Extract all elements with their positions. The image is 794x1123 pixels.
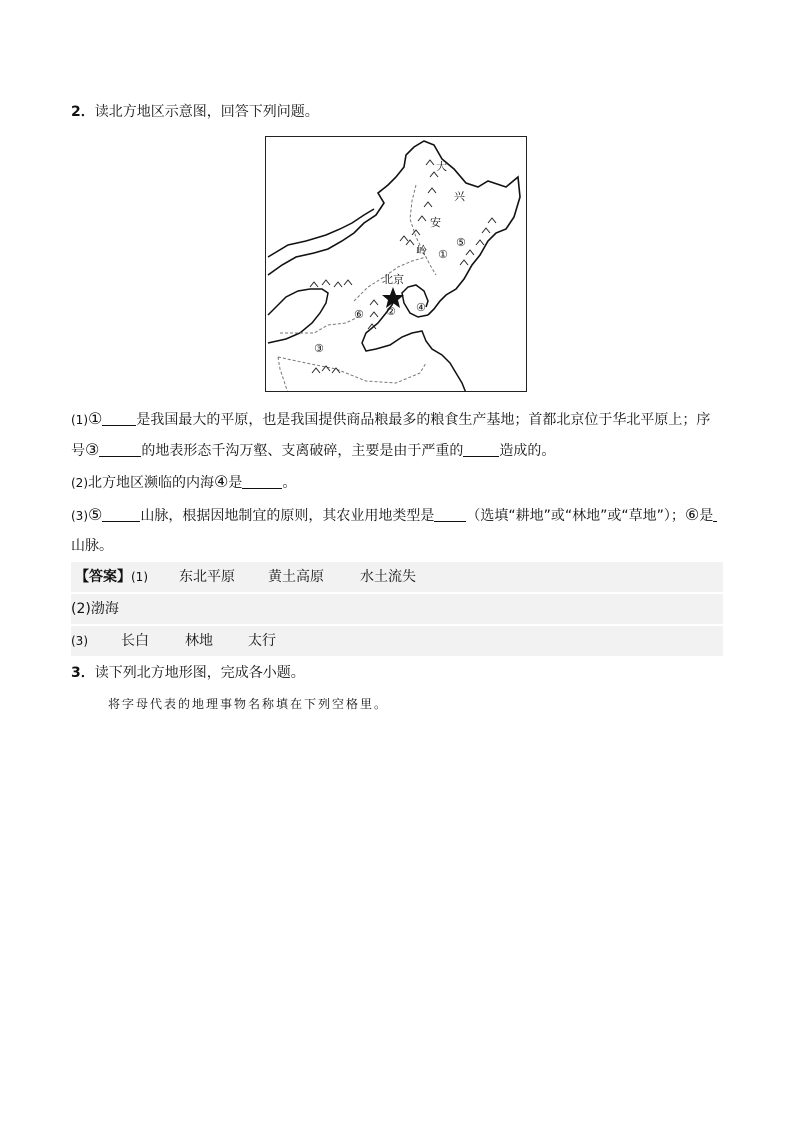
answer-blank[interactable] xyxy=(102,507,140,522)
circle-number: ⑥ xyxy=(684,505,700,524)
question-text: 。 xyxy=(282,475,297,491)
north-china-map xyxy=(265,136,527,392)
question-3-instruction: 将字母代表的地理事物名称填在下列空格里。 xyxy=(108,697,389,711)
map-label-3: ③ xyxy=(314,342,324,355)
answer-prefix: (3) xyxy=(71,634,88,648)
subquestion-prefix: (1) xyxy=(71,413,88,427)
answer-row-3 xyxy=(71,626,723,656)
map-label-4: ④ xyxy=(416,301,426,314)
question-text: 是 xyxy=(699,508,714,524)
question-text: （选填“耕地”或“林地”或“草地”）； xyxy=(466,508,685,524)
subquestion-prefix: (2) xyxy=(71,476,88,490)
answer-tag: 【答案】 xyxy=(75,569,131,585)
map-label-1: ① xyxy=(438,248,448,261)
answer-item: (2)渤海 xyxy=(71,601,119,617)
answer-item: 水土流失 xyxy=(360,569,416,585)
answer-item: 东北平原 xyxy=(179,569,235,585)
answer-item: 黄土高原 xyxy=(268,569,324,585)
subquestion-3-line2 xyxy=(71,536,113,556)
answer-blank[interactable] xyxy=(434,507,466,522)
coastline-northeast xyxy=(268,141,520,315)
question-text: 山脉。 xyxy=(71,538,113,554)
answer-prefix: (1) xyxy=(131,570,148,584)
question-text: 的地表形态千沟万壑、支离破碎，主要是由于严重的 xyxy=(141,443,464,459)
subquestion-1-line2 xyxy=(71,440,555,461)
question-text: 是我国最大的平原，也是我国提供商品粮最多的粮食生产基地；首都北京位于华北平原上；序 xyxy=(136,412,711,428)
map-drawing xyxy=(266,137,527,392)
answer-blank[interactable] xyxy=(713,507,717,522)
answer-item: 林地 xyxy=(185,633,213,649)
bohai-coast xyxy=(362,297,466,392)
question-2-heading xyxy=(71,102,319,122)
question-text: 山脉，根据因地制宜的原则，其农业用地类型是 xyxy=(140,508,435,524)
map-label-beijing: 北京 xyxy=(382,273,404,286)
map-label-2: ② xyxy=(386,305,396,318)
map-label-an: 安 xyxy=(430,216,441,229)
map-label-5: ⑤ xyxy=(456,236,466,249)
boundary-dashed-3 xyxy=(280,317,358,333)
question-stem: 读下列北方地形图，完成各小题。 xyxy=(94,665,305,681)
question-number: 3． xyxy=(71,665,95,681)
answer-row-1 xyxy=(71,562,723,592)
map-label-6: ⑥ xyxy=(354,308,364,321)
circle-number: ④ xyxy=(214,472,229,491)
question-number: 2． xyxy=(71,104,95,120)
answer-item: 长白 xyxy=(121,633,149,649)
subquestion-1-line1 xyxy=(71,409,710,430)
answer-blank[interactable] xyxy=(99,442,141,457)
boundary-dashed-1 xyxy=(410,185,436,275)
answer-blank[interactable] xyxy=(102,411,136,426)
map-label-ling: 岭 xyxy=(416,244,427,257)
answer-blank[interactable] xyxy=(463,442,499,457)
boundary-dashed-5 xyxy=(278,357,288,392)
question-text: 是 xyxy=(228,475,243,491)
western-outline xyxy=(268,289,328,343)
mountain-symbols xyxy=(310,160,496,373)
subquestion-2 xyxy=(71,472,296,493)
boundary-dashed-4 xyxy=(278,357,426,383)
circle-number: ⑤ xyxy=(88,505,103,524)
answer-blank[interactable] xyxy=(242,474,282,489)
question-3-heading xyxy=(71,663,305,683)
northern-border xyxy=(268,209,374,257)
map-label-da: 大 xyxy=(436,160,447,173)
map-label-xing: 兴 xyxy=(454,190,465,203)
circle-number: ③ xyxy=(85,440,100,459)
circle-number: ① xyxy=(88,409,103,428)
question-text: 号 xyxy=(71,443,85,459)
subquestion-3-line1 xyxy=(71,505,717,526)
question-stem: 读北方地区示意图，回答下列问题。 xyxy=(94,104,319,120)
answer-row-2 xyxy=(71,594,723,624)
question-text: 北方地区濒临的内海 xyxy=(88,475,214,491)
answer-item: 太行 xyxy=(248,633,276,649)
subquestion-prefix: (3) xyxy=(71,509,88,523)
question-text: 造成的。 xyxy=(499,443,556,459)
